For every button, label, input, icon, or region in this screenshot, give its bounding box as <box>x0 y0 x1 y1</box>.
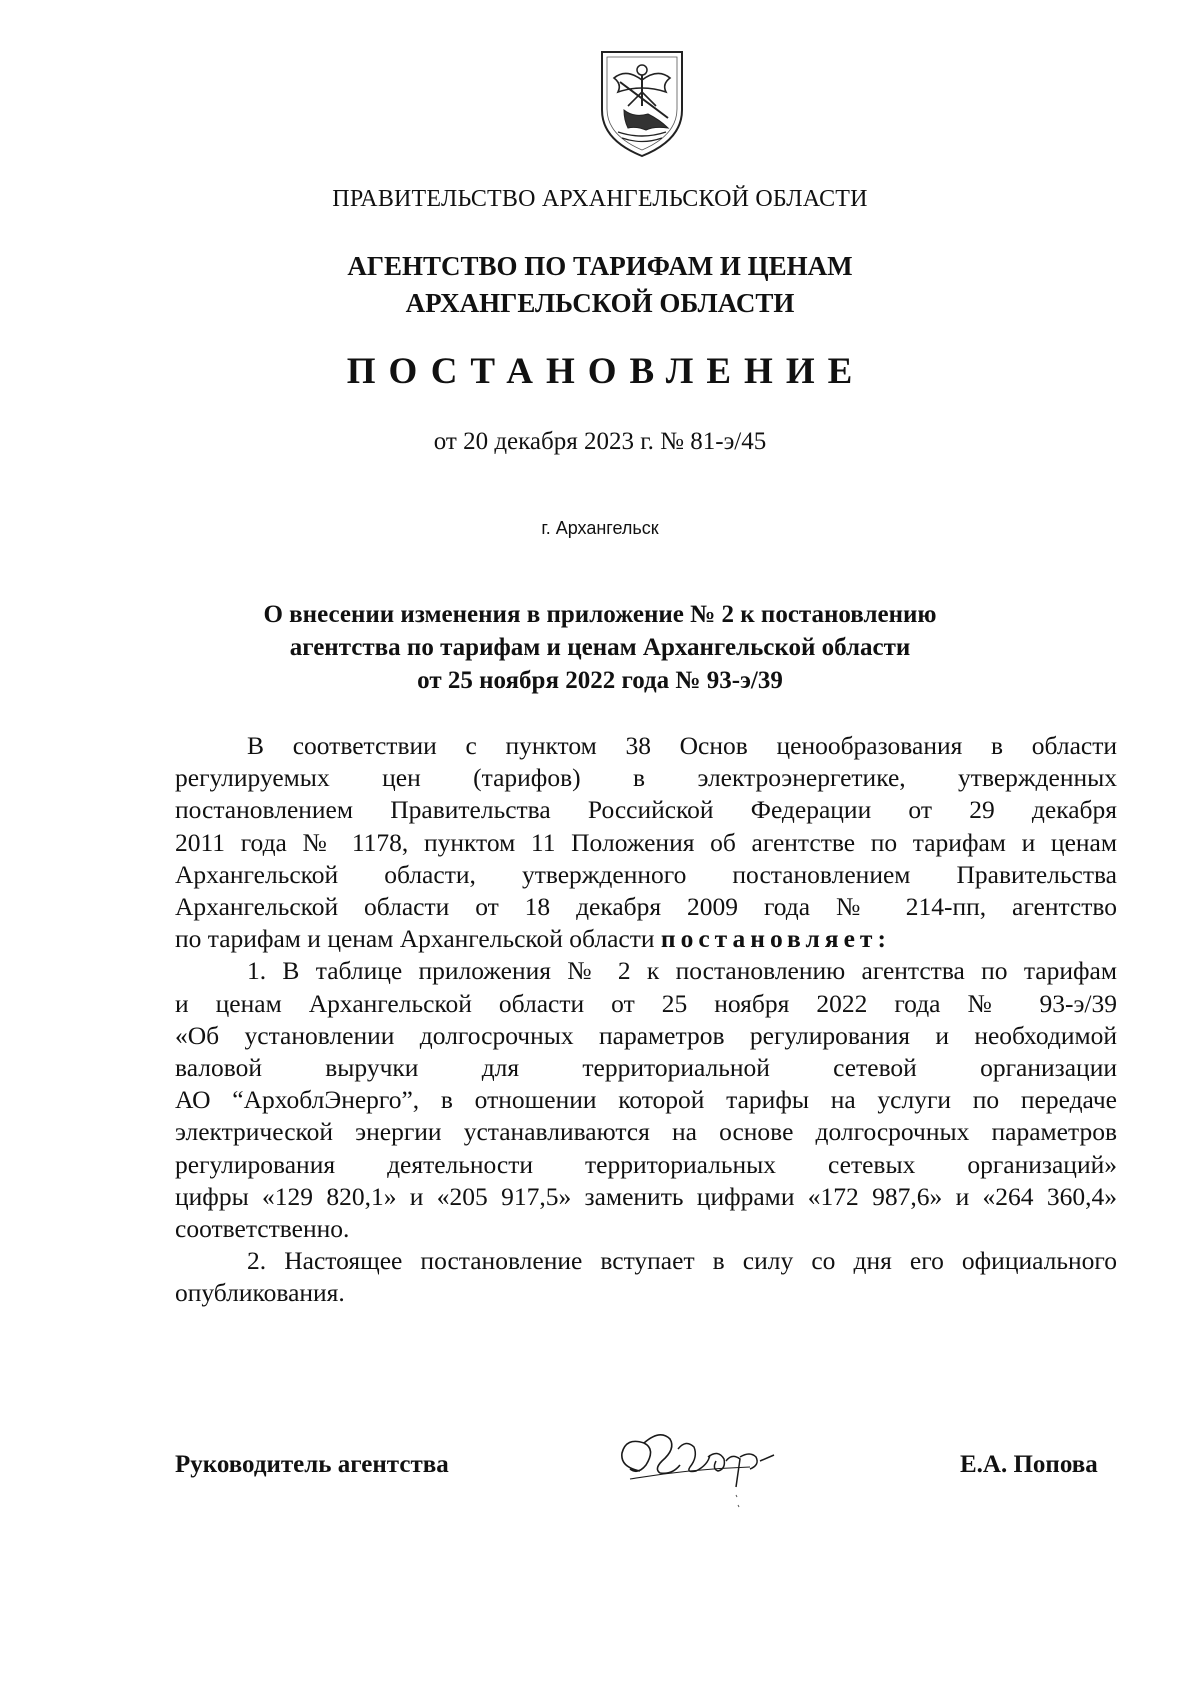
body-line: электрической энергии устанавливаются на основе долгосрочных параметров <box>175 1117 1117 1147</box>
body-line <box>175 923 1117 955</box>
body-line: постановлением Правительства Российской Федерации от 29 декабря <box>175 795 1117 825</box>
signatory-position: Руководитель агентства <box>175 1451 449 1478</box>
signature-block <box>0 1409 1200 1519</box>
body-paragraph-item1 <box>175 955 1117 1245</box>
city-name: г. Архангельск <box>541 518 659 538</box>
body-line: регулируемых цен (тарифов) в электроэнергетике, утвержденных <box>175 763 1117 793</box>
body-line: В соответствии с пунктом 38 Основ ценообразования в области <box>247 731 1117 760</box>
subject-line3: от 25 ноября 2022 года № 93-э/39 <box>417 667 783 694</box>
body-line: 1. В таблице приложения № 2 к постановлению агентства по тарифам <box>247 956 1117 986</box>
body-line: АО “АрхоблЭнерго”, в отношении которой тарифы на услуги по передаче <box>175 1085 1117 1115</box>
body-line: Архангельской области от 18 декабря 2009 года № 214-пп, агентство <box>175 891 1117 921</box>
body-line: регулирования деятельности территориальных сетевых организаций» <box>175 1149 1117 1179</box>
agency-name-line1: АГЕНТСТВО ПО ТАРИФАМ И ЦЕНАМ <box>347 251 853 281</box>
body-line: «Об установлении долгосрочных параметров регулирования и необходимой <box>175 1020 1117 1050</box>
body-line: соответственно. <box>175 1213 350 1243</box>
subject-line1: О внесении изменения в приложение № 2 к постановлению <box>263 601 937 628</box>
signatory-name: Е.А. Попова <box>960 1451 1098 1478</box>
body-line: Архангельской области, утвержденного постановлением Правительства <box>175 859 1117 889</box>
body-line: 2011 года № 1178, пунктом 11 Положения об агентстве по тарифам и ценам <box>175 827 1117 857</box>
government-name: ПРАВИТЕЛЬСТВО АРХАНГЕЛЬСКОЙ ОБЛАСТИ <box>332 186 868 212</box>
body-line: валовой выручки для территориальной сетевой организации <box>175 1052 1117 1082</box>
body-line: 2. Настоящее постановление вступает в силу со дня его официального <box>247 1246 1117 1276</box>
decree-date-number: от 20 декабря 2023 г. № 81-э/45 <box>433 428 767 455</box>
agency-name-line2: АРХАНГЕЛЬСКОЙ ОБЛАСТИ <box>405 288 795 318</box>
subject-line2: агентства по тарифам и ценам Архангельской области <box>289 634 911 661</box>
decree-keyword: постановляет: <box>660 924 891 954</box>
coat-of-arms-icon <box>598 48 686 160</box>
document-type-title: ПОСТАНОВЛЕНИЕ <box>346 351 866 392</box>
body-line: и ценам Архангельской области от 25 ноября 2022 года № 93-э/39 <box>175 988 1117 1018</box>
handwritten-signature-icon <box>600 1409 810 1519</box>
body-line: опубликования. <box>175 1278 345 1308</box>
body-line-prefix: по тарифам и ценам Архангельской области <box>175 924 661 954</box>
body-paragraph-preamble <box>175 730 1117 955</box>
body-line: цифры «129 820,1» и «205 917,5» заменить цифрами «172 987,6» и «264 360,4» <box>175 1181 1117 1211</box>
body-paragraph-item2 <box>175 1245 1117 1309</box>
